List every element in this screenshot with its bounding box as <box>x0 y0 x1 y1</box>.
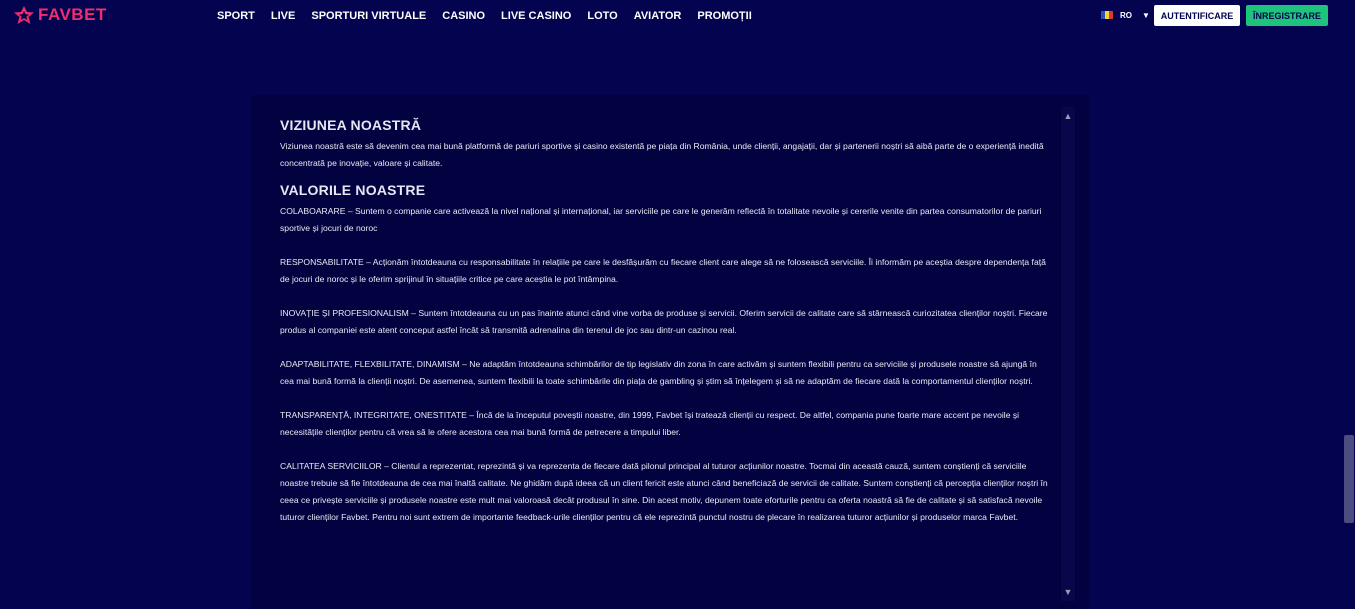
paragraph-spacer <box>280 441 1050 458</box>
values-title: VALORILE NOASTRE <box>280 182 426 198</box>
value-innovation: INOVAȚIE ȘI PROFESIONALISM – Suntem întotdeauna cu un pas înainte atunci când vine vorba de produse și servicii. Oferim servicii de calitate care să stârnească curiozitatea clienților noștri. Fiecare produs al companiei este atent conceput astfel încât să transmită adrenalina din terenul de joc sau dintr-un cazinou real. <box>280 308 1048 335</box>
paragraph-spacer <box>280 237 1050 254</box>
about-content-card <box>251 95 1089 609</box>
logo-text: FAVBET <box>38 5 107 24</box>
vision-title: VIZIUNEA NOASTRĂ <box>280 117 422 133</box>
register-button[interactable]: ÎNREGISTRARE <box>1246 5 1328 26</box>
favbet-star-icon <box>14 6 34 24</box>
page-scrollbar[interactable] <box>1343 0 1355 609</box>
login-button[interactable]: AUTENTIFICARE <box>1154 5 1240 26</box>
main-nav <box>217 0 768 31</box>
content-scrollbar[interactable] <box>1061 107 1075 601</box>
scroll-down-icon[interactable]: ▼ <box>1063 587 1073 597</box>
caret-down-icon: ▼ <box>1142 10 1150 20</box>
nav-item-live[interactable]: LIVE <box>270 9 296 22</box>
language-selector[interactable] <box>1101 9 1150 21</box>
paragraph-spacer <box>280 390 1050 407</box>
vision-paragraph: Viziunea noastră este să devenim cea mai bună platformă de pariuri sportive și casino existentă pe piața din România, unde clienții, angajații, dar și partenerii noștri să aibă parte de o experiență inedită concentrată pe inovație, valoare și calitate. <box>280 141 1044 168</box>
paragraph-spacer <box>280 339 1050 356</box>
nav-item-sport[interactable]: SPORT <box>217 9 255 22</box>
top-header <box>0 0 1355 31</box>
nav-item-live-casino[interactable]: LIVE CASINO <box>501 9 572 22</box>
value-collaboration: COLABOARARE – Suntem o companie care activează la nivel național și internațional, iar serviciile pe care le generăm reflectă în totalitate nevoile și cererile venite din partea consumatorilor de pariuri sportive și jocuri de noroc <box>280 206 1042 233</box>
nav-item-loto[interactable]: LOTO <box>587 9 618 22</box>
about-text-scroll-area[interactable] <box>280 113 1050 609</box>
paragraph-spacer <box>280 288 1050 305</box>
nav-item-aviator[interactable]: AVIATOR <box>633 9 682 22</box>
favbet-logo[interactable] <box>14 6 107 24</box>
nav-item-casino[interactable]: CASINO <box>442 9 486 22</box>
nav-item-promotions[interactable]: PROMOȚII <box>697 9 752 22</box>
romania-flag-icon <box>1101 11 1113 19</box>
value-responsibility: RESPONSABILITATE – Acționăm întotdeauna cu responsabilitate în relațiile pe care le desfășurăm cu fiecare client care alege să ne folosească serviciile. Îi informăm pe aceștia despre dependența față de jocuri de noroc și le oferim sprijinul în situațiile critice pe care aceștia le pot întâmpina. <box>280 257 1046 284</box>
value-adaptability: ADAPTABILITATE, FLEXBILITATE, DINAMISM – Ne adaptăm întotdeauna schimbărilor de tip legislativ din zona în care activăm și suntem flexibili pentru ca serviciile și produsele noastre să ajungă în cea mai bună formă la clienții noștri. De asemenea, suntem flexibili la toate schimbările din piața de gambling și știm să înțelegem și să ne adaptăm de fiecare dată la comportamentul clienților noștri. <box>280 359 1037 386</box>
language-code: RO <box>1120 10 1132 20</box>
value-service-quality: CALITATEA SERVICIILOR – Clientul a reprezentat, reprezintă și va reprezenta de fiecare dată pilonul principal al tuturor acțiunilor noastre. Tocmai din această cauză, suntem conștienți că serviciile noastre trebuie să fie întotdeauna de cea mai înaltă calitate. Ne ghidăm după ideea că un client fericit este atunci când beneficiază de servicii de calitate. Suntem conștienți că percepția clienților noștri în ceea ce privește serviciile și produsele noastre este mult mai valoroasă decât produsul în sine. Din acest motiv, depunem toate eforturile pentru ca oferta noastră să fie de calitate și să satisfacă nevoile tuturor clienților Favbet. Pentru noi sunt extrem de importante feedback-urile clienților pentru că ele reprezintă punctul nostru de plecare în realizarea tuturor acțiunilor și produselor marca Favbet. <box>280 461 1048 522</box>
scroll-up-icon[interactable]: ▲ <box>1063 111 1073 121</box>
value-transparency: TRANSPARENȚĂ, INTEGRITATE, ONESTITATE – Încă de la începutul poveștii noastre, din 1999, Favbet își tratează clienții cu respect. De altfel, compania pune foarte mare accent pe nevoile și necesitățile clienților pentru că vrea să le ofere acestora cea mai bună formă de petrecere a timpului liber. <box>280 410 1020 437</box>
page-scrollbar-thumb[interactable] <box>1344 435 1354 523</box>
nav-item-virtual-sports[interactable]: SPORTURI VIRTUALE <box>311 9 427 22</box>
